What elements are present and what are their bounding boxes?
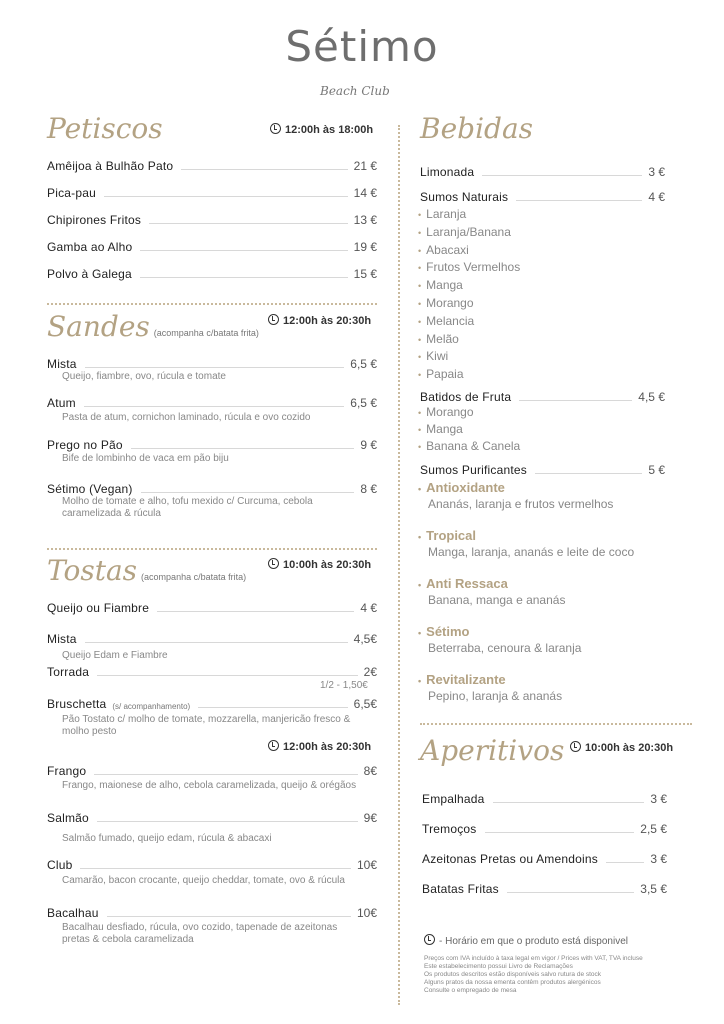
leader-line <box>516 200 642 201</box>
item-name: Bruschetta <box>47 697 107 711</box>
section-note: (acompanha c/batata frita) <box>141 572 247 582</box>
time-text: 10:00h às 20:30h <box>585 742 674 754</box>
item-note: (s/ acompanhamento) <box>112 702 191 711</box>
menu-item <box>47 185 377 200</box>
flavor-item: • Frutos Vermelhos <box>418 260 520 274</box>
menu-item <box>420 389 665 404</box>
item-description: Bacalhau desfiado, rúcula, ovo cozido, tapenade de azeitonas pretas & cebola caramelizada <box>62 922 338 945</box>
menu-item <box>47 481 377 496</box>
item-name: Batidos de Fruta <box>420 390 512 404</box>
item-price: 14 € <box>353 186 377 200</box>
item-price: 10€ <box>356 906 377 920</box>
menu-item <box>420 164 665 179</box>
item-price: 3,5 € <box>640 882 667 896</box>
juice-name: • Tropical <box>418 528 476 543</box>
item-name: Polvo à Galega <box>47 267 132 281</box>
clock-icon <box>424 934 435 945</box>
item-price: 5 € <box>648 463 665 477</box>
item-name: Pica-pau <box>47 186 96 200</box>
fine-print-line: Este estabelecimento possui Livro de Reclamações <box>424 963 573 970</box>
item-name: Torrada <box>47 665 90 679</box>
menu-item <box>47 696 377 711</box>
availability-time <box>268 314 371 327</box>
item-name: Frango <box>47 764 87 778</box>
juice-name: • Sétimo <box>418 624 470 639</box>
leader-line <box>535 473 642 474</box>
item-name: Gamba ao Alho <box>47 240 133 254</box>
leader-line <box>507 892 634 893</box>
menu-item <box>47 437 377 452</box>
section-divider <box>420 723 692 725</box>
flavor-item: • Laranja <box>418 207 466 221</box>
item-price: 9€ <box>363 811 377 825</box>
leader-line <box>140 250 347 251</box>
item-description: Pasta de atum, cornichon laminado, rúcula e ovo cozido <box>62 412 311 423</box>
leader-line <box>482 175 642 176</box>
leader-line <box>131 448 355 449</box>
item-name: Azeitonas Pretas ou Amendoins <box>422 852 598 866</box>
item-price: 3 € <box>648 165 665 179</box>
leader-line <box>104 196 348 197</box>
item-price: 9 € <box>360 438 377 452</box>
item-name: Mista <box>47 357 77 371</box>
item-name: Amêijoa à Bulhão Pato <box>47 159 174 173</box>
section-divider <box>47 548 377 550</box>
flavor-item: • Banana & Canela <box>418 439 520 453</box>
item-price: 2,5 € <box>640 822 667 836</box>
availability-time <box>268 558 371 571</box>
menu-item <box>47 905 377 920</box>
juice-description: Pepino, laranja & ananás <box>428 689 563 703</box>
brand-subtitle: Beach Club <box>320 84 390 98</box>
flavor-item: • Manga <box>418 422 463 436</box>
menu-item <box>47 600 377 615</box>
leader-line <box>198 707 347 708</box>
menu-item <box>47 810 377 825</box>
item-description: Molho de tomate e alho, tofu mexido c/ Curcuma, cebola caramelizada & rúcula <box>62 496 313 519</box>
availability-time <box>570 741 673 754</box>
item-price: 19 € <box>353 240 377 254</box>
item-price: 13 € <box>353 213 377 227</box>
menu-item <box>47 664 377 679</box>
item-name: Club <box>47 858 73 872</box>
juice-description: Banana, manga e ananás <box>428 593 566 607</box>
clock-icon <box>570 741 581 752</box>
menu-item <box>47 356 377 371</box>
leader-line <box>94 774 357 775</box>
leader-line <box>97 821 358 822</box>
item-price: 6,5 € <box>350 357 377 371</box>
item-description: Queijo, fiambre, ovo, rúcula e tomate <box>62 371 226 382</box>
menu-item <box>47 239 377 254</box>
time-text: 12:00h às 20:30h <box>283 315 372 327</box>
juice-name: • Anti Ressaca <box>418 576 508 591</box>
menu-item <box>47 395 377 410</box>
brand-logo: Sétimo <box>285 22 439 71</box>
section-title: Petiscos <box>47 112 163 145</box>
item-name: Chipirones Fritos <box>47 213 142 227</box>
item-name: Bacalhau <box>47 906 99 920</box>
item-name: Batatas Fritas <box>422 882 499 896</box>
clock-icon <box>268 558 279 569</box>
section-heading <box>47 112 163 145</box>
item-price: 8€ <box>363 764 377 778</box>
item-description: Pão Tostato c/ molho de tomate, mozzarella, manjericão fresco & molho pesto <box>62 714 351 737</box>
section-note: (acompanha c/batata frita) <box>153 328 259 338</box>
item-price: 6,5€ <box>353 697 377 711</box>
availability-time <box>270 123 373 136</box>
leader-line <box>107 916 351 917</box>
section-heading <box>420 734 564 767</box>
clock-icon <box>268 740 279 751</box>
fine-print-line: Os produtos descritos estão disponíveis salvo rutura de stock <box>424 971 602 978</box>
fine-print-line: Preços com IVA incluído à taxa legal em vigor / Prices with VAT, TVA incluse <box>424 955 643 962</box>
fine-print-line: Alguns pratos da nossa ementa contêm produtos alergénicos <box>424 979 601 986</box>
flavor-item: • Abacaxi <box>418 243 469 257</box>
availability-time <box>268 740 371 753</box>
item-price: 21 € <box>353 159 377 173</box>
flavor-item: • Manga <box>418 278 463 292</box>
leader-line <box>493 802 645 803</box>
menu-item <box>422 821 667 836</box>
flavor-item: • Papaia <box>418 367 464 381</box>
leader-line <box>485 832 635 833</box>
menu-item <box>422 881 667 896</box>
section-title: Sandes <box>47 310 150 343</box>
leader-line <box>157 611 354 612</box>
juice-description: Manga, laranja, ananás e leite de coco <box>428 545 635 559</box>
menu-item <box>47 763 377 778</box>
clock-icon <box>270 123 281 134</box>
availability-legend <box>424 934 628 947</box>
menu-item <box>420 462 665 477</box>
item-price: 15 € <box>353 267 377 281</box>
menu-item <box>422 851 667 866</box>
flavor-item: • Morango <box>418 296 474 310</box>
item-name: Sétimo (Vegan) <box>47 482 133 496</box>
item-name: Limonada <box>420 165 475 179</box>
menu-item <box>47 266 377 281</box>
item-description: Salmão fumado, queijo edam, rúcula & abacaxi <box>62 833 272 844</box>
leader-line <box>149 223 348 224</box>
flavor-item: • Morango <box>418 405 474 419</box>
item-name: Salmão <box>47 811 89 825</box>
item-price: 3 € <box>650 792 667 806</box>
item-note: 1/2 - 1,50€ <box>320 680 368 691</box>
menu-item <box>422 791 667 806</box>
flavor-item: • Kiwi <box>418 349 448 363</box>
section-title: Bebidas <box>420 112 534 145</box>
item-description: Frango, maionese de alho, cebola caramelizada, queijo & orégãos <box>62 780 357 791</box>
menu-item <box>47 158 377 173</box>
fine-print-line: Consulte o empregado de mesa <box>424 987 517 994</box>
item-price: 4,5 € <box>638 390 665 404</box>
item-price: 3 € <box>650 852 667 866</box>
leader-line <box>97 675 358 676</box>
juice-description: Ananás, laranja e frutos vermelhos <box>428 497 614 511</box>
item-price: 6,5 € <box>350 396 377 410</box>
leader-line <box>606 862 644 863</box>
juice-name: • Revitalizante <box>418 672 506 687</box>
leader-line <box>85 642 348 643</box>
item-price: 10€ <box>356 858 377 872</box>
section-heading <box>420 112 533 145</box>
item-price: 4,5€ <box>353 632 377 646</box>
time-text: 12:00h às 20:30h <box>283 741 372 753</box>
item-description: Camarão, bacon crocante, queijo cheddar, tomate, ovo & rúcula <box>62 875 345 886</box>
legend-text: - Horário em que o produto está disponivel <box>439 936 628 947</box>
item-price: 4 € <box>648 190 665 204</box>
item-name: Prego no Pão <box>47 438 123 452</box>
column-divider <box>398 125 400 1005</box>
section-heading <box>47 554 246 587</box>
flavor-item: • Laranja/Banana <box>418 225 511 239</box>
flavor-item: • Melão <box>418 332 459 346</box>
item-name: Tremoços <box>422 822 477 836</box>
item-name: Sumos Naturais <box>420 190 509 204</box>
menu-item <box>47 212 377 227</box>
item-name: Atum <box>47 396 76 410</box>
fine-print <box>424 955 643 995</box>
item-name: Queijo ou Fiambre <box>47 601 150 615</box>
menu-item <box>47 857 377 872</box>
item-name: Sumos Purificantes <box>420 463 527 477</box>
juice-description: Beterraba, cenoura & laranja <box>428 641 582 655</box>
item-price: 2€ <box>363 665 377 679</box>
leader-line <box>181 169 347 170</box>
clock-icon <box>268 314 279 325</box>
menu-item <box>420 189 665 204</box>
menu-item <box>47 631 377 646</box>
juice-name: • Antioxidante <box>418 480 505 495</box>
leader-line <box>84 406 344 407</box>
item-description: Queijo Edam e Fiambre <box>62 650 168 661</box>
item-name: Empalhada <box>422 792 485 806</box>
section-heading <box>47 310 259 343</box>
leader-line <box>80 868 350 869</box>
item-description: Bife de lombinho de vaca em pão biju <box>62 453 229 464</box>
time-text: 12:00h às 18:00h <box>285 124 374 136</box>
time-text: 10:00h às 20:30h <box>283 559 372 571</box>
flavor-item: • Melancia <box>418 314 474 328</box>
item-price: 8 € <box>360 482 377 496</box>
item-name: Mista <box>47 632 77 646</box>
leader-line <box>519 400 632 401</box>
section-title: Tostas <box>47 554 138 587</box>
leader-line <box>140 277 348 278</box>
leader-line <box>141 492 355 493</box>
item-price: 4 € <box>360 601 377 615</box>
section-divider <box>47 303 377 305</box>
section-title: Aperitivos <box>420 734 565 767</box>
leader-line <box>85 367 345 368</box>
